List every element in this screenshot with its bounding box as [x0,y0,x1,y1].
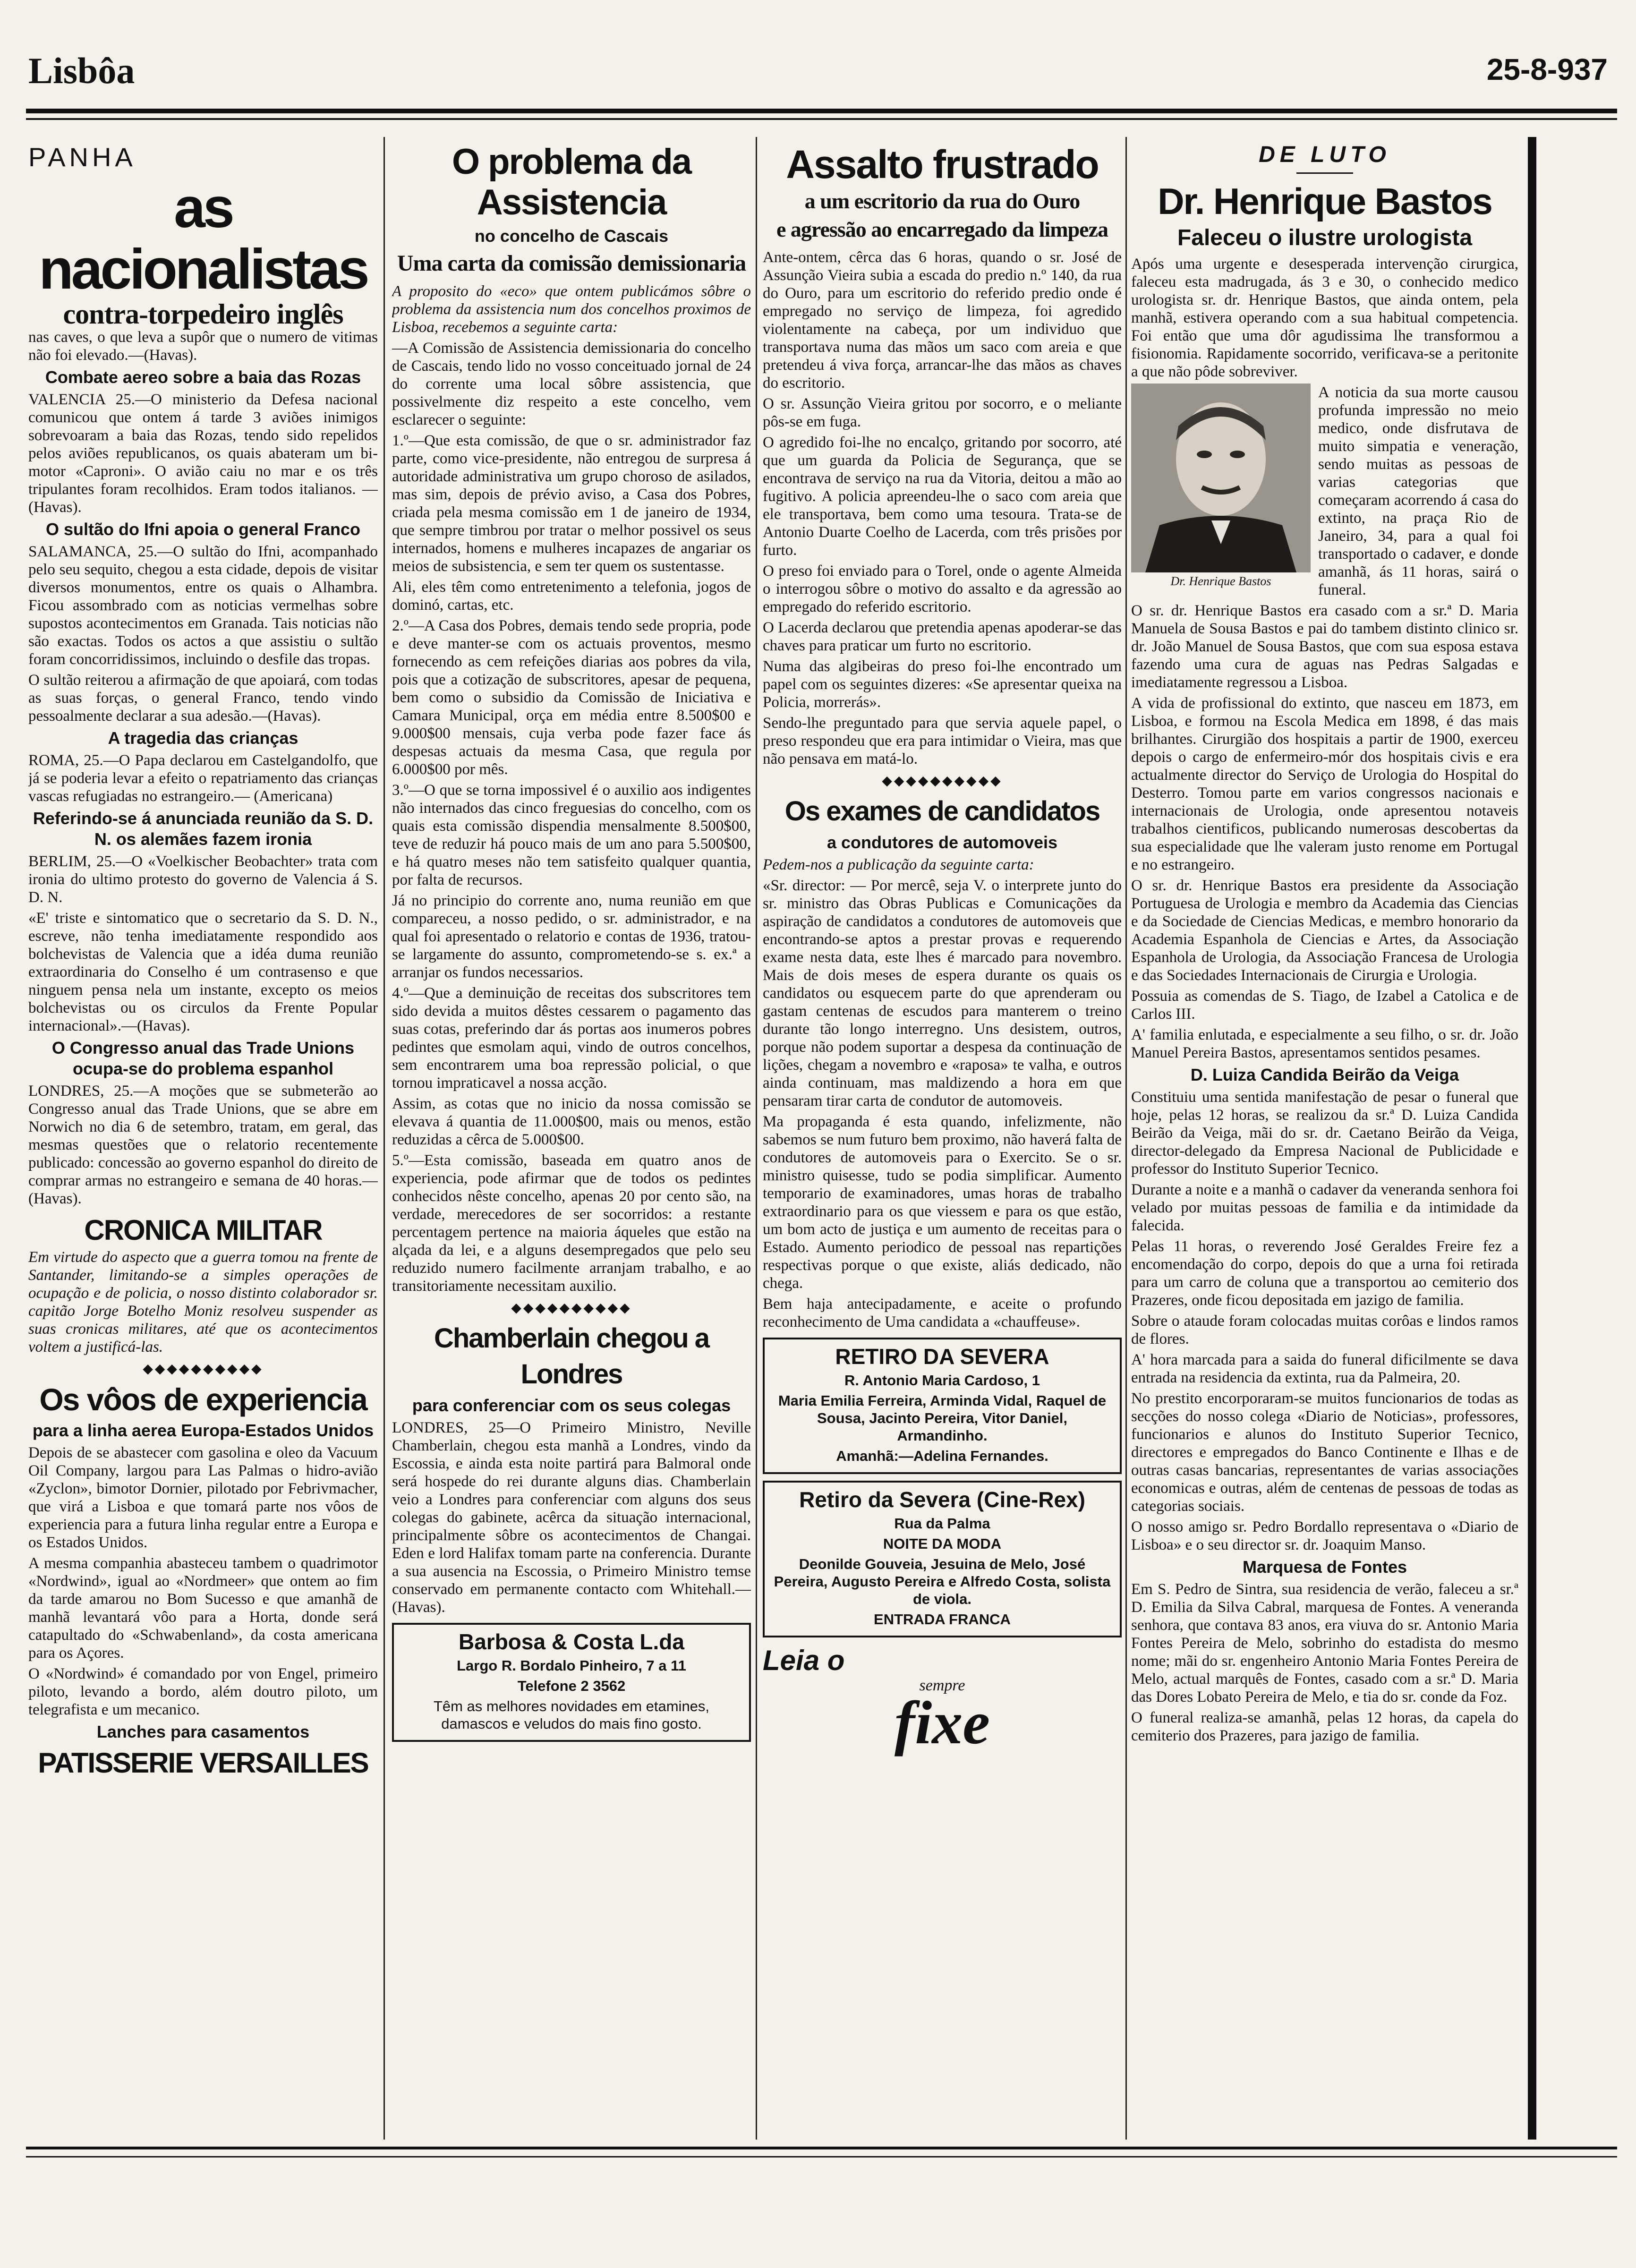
ornament-divider: ◆◆◆◆◆◆◆◆◆◆ [882,774,1003,788]
article-paragraph: Assim, as cotas que no inicio da nossa comissão se elevava á quantia de 11.000$00, mais ou menos, estão reduzidas a cêrca de 5.000$00. [392,1095,751,1148]
article-paragraph: O sultão reiterou a afirmação de que apoiará, com todas as suas forças, o general Franco, tendo vindo pessoalmente declarar a sua adesão.—(Havas). [28,672,378,725]
article-paragraph: Constituiu uma sentida manifestação de pesar o funeral que hoje, pelas 12 horas, se realizou da sr.ª D. Luiza Candida Beirão da Veiga, mãi do sr. dr. Caetano Beirão da Veiga, director-delegado da Empresa Nacional de Publicidade e professor do Instituto Superior Tecnico. [1131,1089,1518,1177]
article-paragraph: nas caves, o que leva a supôr que o numero de vitimas não foi elevado.—(Havas). [28,329,378,364]
promo-text: Leia o [763,1645,845,1676]
article-headline: Chamberlain chegou a Londres [434,1323,709,1390]
column-divider [756,137,757,2140]
section-tag: DE LUTO [1259,142,1391,167]
article-paragraph: O sr. dr. Henrique Bastos era presidente da Associação Portuguesa de Urologia e membro da Academia das Ciencias e da Sociedade de Ciencias Medicas, e membro honorario da Academia Espanhola de Ciencias e Artes, da Associação Espanhola de Urologia, da Associação Francesa de Urologia e das Sociedades Internacionais de Cirurgia e Urologia. [1131,877,1518,984]
ad-title: PATISSERIE VERSAILLES [38,1747,368,1779]
article-headline: Os vôos de experiencia [39,1382,367,1417]
ad-text: Amanhã:—Adelina Fernandes. [836,1448,1048,1464]
article-paragraph: «Sr. director: — Por mercê, seja V. o interprete junto do sr. ministro das Obras Publicas e Comunicações da aspiração de candidatos a condutores de automoveis que encontrando-se aptos a prestar provas e requerendo exame nesta data, este lhes é marcado para novembro. Mais de dois meses de espera durante os quais os candidatos ou esquecem parte do que aprenderam ou gastam centenas de escudos para manterem o treino durante tão longo interregno. Uns desistem, outros, porque não podem suportar a despesa da continuação de lições, chegam a novembro e «raposa» te valha, e outros ainda continuam, mas maldizendo a hora em que pensaram tirar carta de condutor de automoveis. [763,877,1122,1109]
article-paragraph: BERLIM, 25.—O «Voelkischer Beobachter» trata com ironia do ultimo protesto do governo de Valencia á S. D. N. [28,853,378,906]
article-subheadline: a condutores de automoveis [827,833,1058,852]
masthead [28,50,1608,102]
article-paragraph: SALAMANCA, 25.—O sultão do Ifni, acompanhado pelo seu sequito, chegou a esta cidade, depois de visitar diversos monumentos, entre os quais o Alhambra. Ficou assombrado com as noticias vermelhas sobre supostos acontecimentos em Granada. Tais noticias não são exactas. Todos os actos a que assistiu o sultão foram concorridissimos, incluindo o desfile das tropas. [28,543,378,668]
photo-caption: Dr. Henrique Bastos [1170,574,1271,588]
article-paragraph: LONDRES, 25.—A moções que se submeterão ao Congresso anual das Trade Unions, que se abre em Norwich no dia 6 de setembro, tratam, em geral, das mesmas questões que o relatorio recentemente publicado: concessão ao governo espanhol do direito de comprar armas no estrangeiro e semana de 40 horas.—(Havas). [28,1083,378,1207]
ad-address: Rua da Palma [894,1515,990,1532]
masthead-date: 25-8-937 [1486,52,1608,86]
article-subheadline: e agressão ao encarregado da limpeza [776,217,1108,241]
article-headline: Dr. Henrique Bastos [1158,180,1492,222]
article-paragraph: Em virtude do aspecto que a guerra tomou na frente de Santander, limitando-se a simples operações de ocupação e de policia, o nosso distinto colaborador sr. capitão Jorge Botelho Moniz resolveu suspender as suas cronicas militares, até que os acontecimentos voltem a justificá-las. [28,1249,378,1356]
ad-title: Barbosa & Costa L.da [459,1629,684,1654]
article-paragraph: Sendo-lhe preguntado para que servia aquele papel, o preso respondeu que era para intimidar o Vieira, mas que não pensava em matá-lo. [763,715,1122,767]
article-paragraph: 1.º—Que esta comissão, de que o sr. administrador faz parte, como vice-presidente, não entregou de surpresa á autoridade administrativa um grupo choroso de asilados, mas sim, depois de prévio aviso, a Casa dos Pobres, criada pela mesma comissão em 1 de janeiro de 1934, que sempre timbrou por tratar o melhor possivel os seus internados, homens e mulheres incapazes de angariar os meios de subsistencia, e sem ter quem os sustentasse. [392,432,751,575]
ad-text: Deonilde Gouveia, Jesuina de Melo, José Pereira, Augusto Pereira e Alfredo Costa, solista de viola. [774,1556,1111,1607]
section-title: Referindo-se á anunciada reunião da S. D. N. os alemães fazem ironia [33,809,374,849]
ad-phone: Telefone 2 3562 [517,1678,626,1694]
article-paragraph: Possuia as comendas de S. Tiago, de Izabel a Catolica e de Carlos III. [1131,988,1518,1023]
article-paragraph: A mesma companhia abasteceu tambem o quadrimotor «Nordwind», igual ao «Nordmeer» que ontem ao fim da tarde amarou no Bom Sucesso e que amanhã de manhã levantará vôo para a Horta, donde será catapultado do «Schwabenland», da costa americana para os Açores. [28,1555,378,1662]
ad-title: RETIRO DA SEVERA [835,1344,1049,1369]
section-title: O sultão do Ifni apoia o general Franco [45,520,361,539]
article-paragraph: Ali, eles têm como entretenimento a telefonia, jogos de dominó, cartas, etc. [392,579,751,614]
ad-text: Maria Emilia Ferreira, Arminda Vidal, Raquel de Sousa, Jacinto Pereira, Vitor Daniel, Armandinho. [778,1392,1107,1444]
article-paragraph: 5.º—Esta comissão, baseada em quatro anos de experiencia, pode afirmar que de todos os pedintes conhecidos nêste concelho, apenas 20 por cento são, na verdade, merecedores de ser socorridos: a restante percentagem pertence na maioria áqueles que estão na alçada da lei, e a alguns desempregados que pelo seu reduzido numero facilmente arranjam trabalho, e ao transitoriamente necessitam auxilio. [392,1152,751,1295]
article-paragraph: Bem haja antecipadamente, e aceite o profundo reconhecimento de Uma candidata a «chauffeuse». [763,1296,1122,1330]
article-paragraph: O Lacerda declarou que pretendia apenas apoderar-se das chaves para praticar um furto no escritorio. [763,619,1122,654]
column-divider [1125,137,1127,2140]
article-headline: CRONICA MILITAR [84,1214,322,1246]
article-paragraph: A proposito do «eco» que ontem publicámos sôbre o problema da assistencia num dos concelhos proximos de Lisboa, recebemos a seguinte carta: [392,283,751,336]
article-paragraph: O nosso amigo sr. Pedro Bordallo representava o «Diario de Lisboa» e o seu director sr. dr. Joaquim Manso. [1131,1518,1518,1553]
column-2 [392,142,751,2135]
column-4 [1131,142,1518,2135]
section-title: Combate aereo sobre a baia das Rozas [45,367,361,387]
article-subheadline: para conferenciar com os seus colegas [412,1396,731,1415]
article-kicker: PANHA [28,142,136,172]
ad-text: ENTRADA FRANCA [874,1611,1011,1628]
article-paragraph: Sobre o ataude foram colocadas muitas corôas e lindos ramos de flores. [1131,1313,1518,1347]
article-paragraph: Já no principio do corrente ano, numa reunião em que compareceu, a nosso pedido, o sr. administrador, e na qual foi apresentado o relatorio e contas de 1936, tratou-se largamente do assunto, comprometendo-se s. ex.ª a arranjar os fundos necessarios. [392,892,751,981]
top-rule-thin [26,118,1617,120]
section-title: D. Luiza Candida Beirão da Veiga [1190,1065,1459,1084]
article-paragraph: A' familia enlutada, e especialmente a seu filho, o sr. dr. João Manuel Pereira Bastos, apresentamos sentidos pesames. [1131,1026,1518,1061]
ad-text: Têm as melhores novidades em etamines, damascos e veludos do mais fino gosto. [433,1698,710,1732]
article-paragraph: A noticia da sua morte causou profunda impressão no meio medico, onde disfrutava de muito simpatia e veneração, sendo muitas as pessoas de varias categorias que começaram acorrendo á casa do extinto, na praça Rio de Janeiro, 34, para a qual foi transportado o cadaver, e donde amanhã, ás 11 horas, sairá o funeral. [1318,384,1518,598]
masthead-title: Lisbôa [28,50,135,91]
article-subheadline: no concelho de Cascais [474,226,669,246]
article-subheadline: Faleceu o ilustre urologista [1177,225,1473,250]
portrait-photo [1131,384,1311,591]
section-title: O Congresso anual das Trade Unions ocupa-se do problema espanhol [51,1038,355,1078]
article-paragraph: O agredido foi-lhe no encalço, gritando por socorro, até que um guarda da Policia de Segurança, que se encontrava de serviço na rua da Vitoria, deitou a mão ao fugitivo. A policia apreendeu-lhe o saco com areia que ele transportava, bem como uma tesoura. Trata-se de Antonio Duarte Coelho de Lacerda, com três prisões por furto. [763,434,1122,559]
article-paragraph: Em S. Pedro de Sintra, sua residencia de verão, faleceu a sr.ª D. Emilia da Silva Cabral, marquesa de Fontes. A veneranda senhora, que contava 83 anos, era viuva do sr. Antonio Maria Fontes Pereira de Melo, sobrinho do estadista do mesmo nome; mãi do sr. engenheiro Antonio Maria Fontes Pereira de Melo, actual marquês de Fontes, casado com a sr.ª D. Maria das Dores Lobato Pereira de Melo, e tia do sr. conde da Foz. [1131,1581,1518,1705]
article-paragraph: «E' triste e sintomatico que o secretario da S. D. N., escreve, não tenha imediatamente respondido aos bolchevistas de Valencia que a idéa duma reunião extraordinaria do Conselho é um contrasenso e que ninguem pensa nela um instante, excepto os meios bolchevistas ou os circulos da Frente Popular internacional».—(Havas). [28,910,378,1034]
ad-address: R. Antonio Maria Cardoso, 1 [844,1372,1040,1389]
article-subheadline: a um escritorio da rua do Ouro [804,189,1080,213]
article-paragraph: —A Comissão de Assistencia demissionaria do concelho de Cascais, tendo lido no vosso conceituado jornal de 24 do corrente uma local sôbre assistencia, que possivelmente diz respeito a este concelho, vem esclarecer o seguinte: [392,340,751,428]
article-paragraph: Durante a noite e a manhã o cadaver da veneranda senhora foi velado por muitas pessoas de familia e da intimidade da falecida. [1131,1181,1518,1234]
ornament-divider: ◆◆◆◆◆◆◆◆◆◆ [143,1362,264,1376]
column-3 [763,142,1122,2135]
article-paragraph: O funeral realiza-se amanhã, pelas 12 horas, da capela do cemiterio dos Prazeres, para jazigo de familia. [1131,1709,1518,1744]
column-divider [383,137,385,2140]
article-paragraph: ROMA, 25.—O Papa declarou em Castelgandolfo, que já se poderia levar a efeito o repatriamento das crianças vascas refugiadas no estrangeiro.— (Americana) [28,752,378,805]
article-paragraph: A vida de profissional do extinto, que nasceu em 1873, em Lisboa, e formou na Escola Medica em 1898, é das mais brilhantes. Cirurgião dos hospitais a partir de 1900, exerceu depois o cargo de enfermeiro-mór dos hospitais civis e era actualmente director do Serviço de Urologia do Hospital do Desterro. Tomou parte em varios congressos nacionais e internacionais de Urologia, onde apresentou notaveis trabalhos cientificos, publicando numerosas descobertas da sua especialidade que lhe valeram justo renome em Portugal e no estrangeiro. [1131,695,1518,873]
section-title: A tragedia das crianças [108,728,298,748]
ad-text: NOITE DA MODA [883,1535,1002,1552]
ad-address: Largo R. Bordalo Pinheiro, 7 a 11 [457,1657,686,1674]
article-paragraph: A' hora marcada para a saida do funeral dificilmente se dava entrada na residencia da extinta, rua da Palmeira, 20. [1131,1351,1518,1386]
article-paragraph: Após uma urgente e desesperada intervenção cirurgica, faleceu esta madrugada, ás 3 e 30, o conhecido medico urologista sr. dr. Henrique Bastos, que ainda ontem, pela manhã, estivera operando com a sua habitual competencia. Foi então que uma dôr agudissima lhe transformou a fisionomia. Rapidamente socorrido, verificava-se a peritonite a que não pôde sobreviver. [1131,256,1518,380]
article-paragraph: O preso foi enviado para o Torel, onde o agente Almeida o interrogou sôbre o motivo do assalto e da agressão ao empregado do referido escritorio. [763,563,1122,615]
page-edge-band [1528,137,1536,2140]
article-paragraph: Ante-ontem, cêrca das 6 horas, quando o sr. José de Assunção Vieira subia a escada do predio n.º 140, da rua do Ouro, para um escritorio do referido predio onde é empregado no serviço de limpeza, foi agredido violentamente na cabeça, por um individuo que transportava numa das mãos um saco com areia e que pretendeu á viva força, arrancar-lhe das mãos as chaves do escritorio. [763,249,1122,392]
article-headline: Assalto frustrado [786,142,1099,187]
article-paragraph: No prestito encorporaram-se muitos funcionarios de todas as secções do nosso colega «Diario de Noticias», professores, funcionarios e alunos do Instituto Superior Tecnico, directores e empregados do Banco Continente e Ilhas e de outras casas bancarias, representantes de varias associações economicas e outras, além de centenas de pessoas de todas as categorias sociais. [1131,1390,1518,1515]
promo-logo: fixe [894,1689,990,1757]
ad-line: Lanches para casamentos [96,1722,310,1741]
article-paragraph: Numa das algibeiras do preso foi-lhe encontrado um papel com os seguintes dizeres: «Se apresentar queixa na Policia, morrerás». [763,658,1122,711]
article-subheadline: Uma carta da comissão demissionaria [397,251,746,276]
article-headline: Os exames de candidatos [784,796,1100,827]
short-rule [1296,172,1353,174]
bottom-rule-thin [26,2156,1617,2157]
section-title: Marquesa de Fontes [1242,1557,1407,1577]
article-subheadline: contra-torpedeiro inglês [63,298,343,330]
promo-logo-top: sempre [919,1677,965,1694]
advertisement-box [763,1481,1122,1637]
top-rule [26,109,1617,113]
ornament-divider: ◆◆◆◆◆◆◆◆◆◆ [511,1301,632,1315]
advertisement-box [392,1623,751,1742]
bottom-rule [26,2147,1617,2149]
article-paragraph: Depois de se abastecer com gasolina e oleo da Vacuum Oil Company, largou para Las Palmas o hidro-avião «Zyclon», bimotor Dornier, pilotado por Febrivmacher, que virá a Lisboa e que tomará parte nos vôos de experiencia para a futura linha regular entre a Europa e os Estados Unidos. [28,1444,378,1551]
article-paragraph: LONDRES, 25—O Primeiro Ministro, Neville Chamberlain, chegou esta manhã a Londres, vindo da Escossia, e ainda esta noite partirá para Balmoral onde será hospede do rei durante alguns dias. Chamberlain veio a Londres para conferenciar com alguns dos seus colegas do gabinete, acêrca da situação internacional, principalmente sôbre os acontecimentos de Changai. Eden e lord Halifax tomam parte na conferencia. Durante a sua ausencia na Escossia, o Primeiro Ministro temse conservado em permanente contacto com Whitehall.—(Havas). [392,1419,751,1616]
article-paragraph: O «Nordwind» é comandado por von Engel, primeiro piloto, levando a bordo, além doutro piloto, um telegrafista e um mecanico. [28,1665,378,1718]
article-paragraph: Ma propaganda é esta quando, infelizmente, não sabemos se num futuro bem proximo, não haverá falta de condutores de automoveis para o Exercito. Se o sr. ministro quisesse, tudo se podia simplificar. Aumento temporario de examinadores, umas horas de trabalho extraordinario para os que viessem e para os que estão, um bom acto de justiça e um aumento de receitas para o Estado. Aumento periodico de pessoal nas repartições respectivas porque o que existe, aliás dedicado, não chega. [763,1113,1122,1292]
article-paragraph: 3.º—O que se torna impossivel é o auxilio aos indigentes não internados das cinco freguesias do concelho, com os quais esta comissão dispendia mensalmente 8.500$00, teve de reduzir há pouco mais de um ano para 5.500$00, e há quatro meses não tem satisfeito qualquer quantia, por falta de recursos. [392,782,751,888]
article-paragraph: O sr. dr. Henrique Bastos era casado com a sr.ª D. Maria Manuela de Sousa Bastos e pai do tambem distinto clinico sr. dr. João Manuel de Sousa Bastos, que com sua esposa estava fazendo uma cura de aguas nas Pedras Salgadas e imediatamente regressou a Lisboa. [1131,602,1518,691]
article-headline: as nacionalistas [39,176,367,301]
article-paragraph: Pedem-nos a publicação da seguinte carta: [763,856,1034,873]
advertisement-box [763,1338,1122,1474]
article-paragraph: O sr. Assunção Vieira gritou por socorro, e o meliante pôs-se em fuga. [763,395,1122,430]
article-headline: O problema da Assistencia [452,142,691,222]
portrait-image [1131,384,1311,572]
article-subheadline: para a linha aerea Europa-Estados Unidos [32,1421,374,1440]
article-paragraph: 2.º—A Casa dos Pobres, demais tendo sede propria, pode e deve manter-se com os actuais proventos, mesmo fornecendo as cem refeições diarias aos pobres da vila, pois que a cotização de subscritores, apesar de pequena, bem como o subsidio da Comissão de Iniciativa e Camara Municipal, orça em média entre 8.500$00 e 9.000$00 mensais, cuja verba pode fazer face ás despesas actuais da mesma Casa, que regula por 6.000$00 por mês. [392,617,751,778]
article-paragraph: 4.º—Que a deminuição de receitas dos subscritores tem sido devida a muitos dêstes cessarem o pagamento das suas cotas, preferindo dar ás portas aos inumeros pobres pedintes que esmolam aqui, vindo de outros concelhos, sem encontrarem uma boa repressão policial, o que tornou impraticavel a nossa acção. [392,985,751,1091]
ad-title: Retiro da Severa (Cine-Rex) [799,1487,1085,1512]
article-paragraph: Pelas 11 horas, o reverendo José Geraldes Freire fez a encomendação do corpo, depois do que a urna foi retirada para um carro de coluna que a transportou ao cemiterio dos Prazeres, onde ficou depositada em jazigo de familia. [1131,1238,1518,1309]
column-1 [28,142,378,2135]
article-paragraph: VALENCIA 25.—O ministerio da Defesa nacional comunicou que ontem á tarde 3 aviões inimigos sobrevoaram a baia das Rozas, tendo sido repelidos pelos aviões republicanos, os quais abateram um bi-motor «Caproni». O avião caiu no mar e os três tripulantes foram recolhidos. Eram todos italianos. —(Havas). [28,391,378,516]
